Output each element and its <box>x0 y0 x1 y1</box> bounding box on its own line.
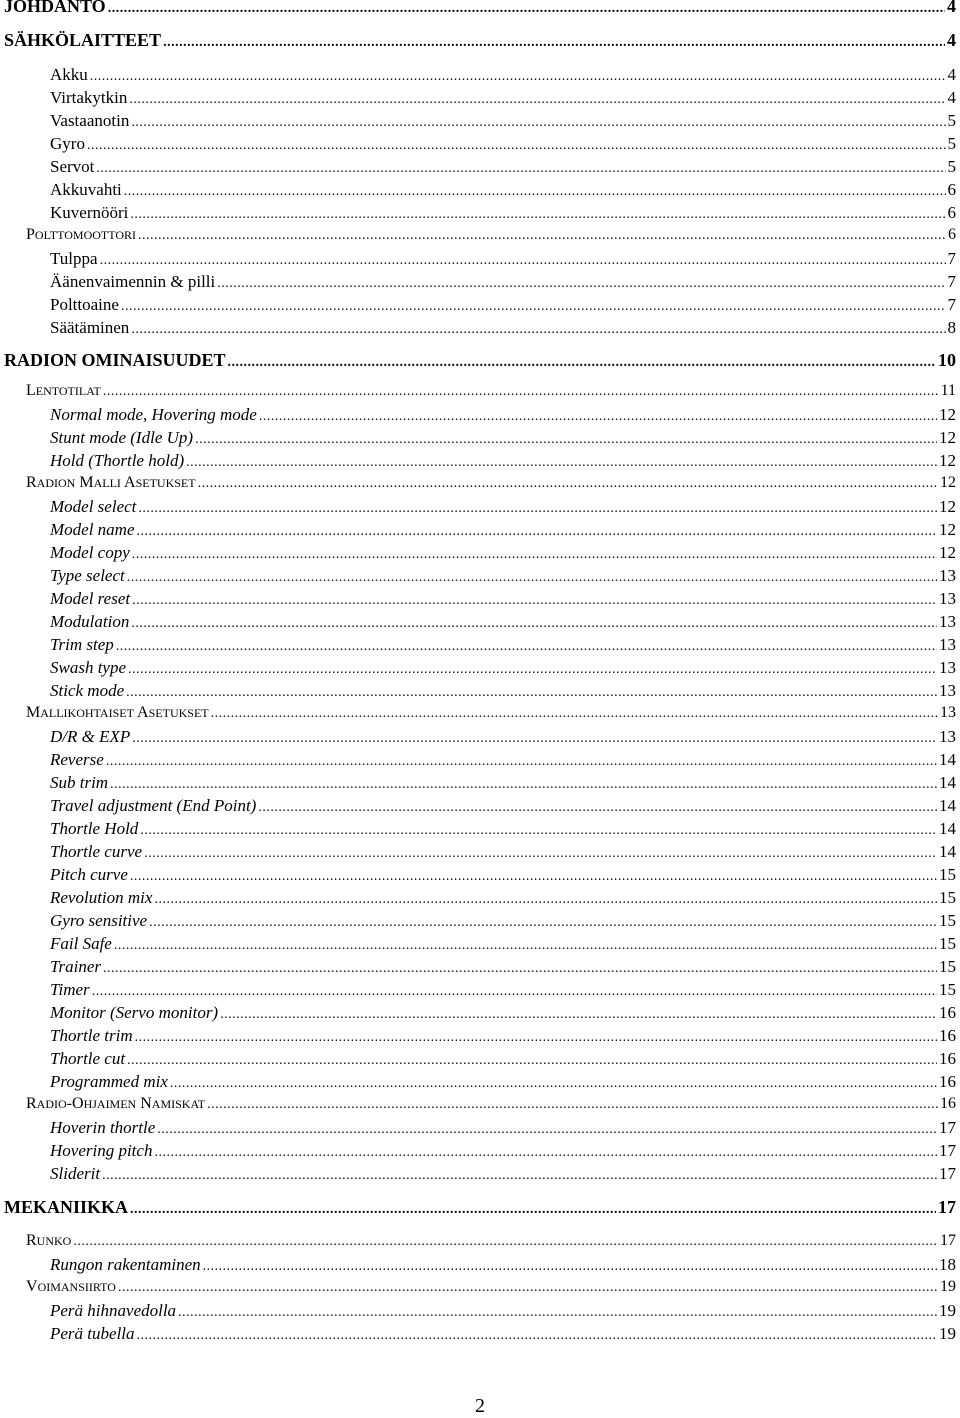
toc-entry-label: Stick mode <box>50 681 125 700</box>
toc-entry-page: 13 <box>939 566 956 585</box>
toc-entry[interactable] <box>50 1004 956 1022</box>
toc-entry-label: Normal mode, Hovering mode <box>50 405 257 424</box>
toc-entry-label: Kuvernööri <box>50 203 129 222</box>
toc-entry-label: Thortle curve <box>50 842 143 861</box>
dot-leader <box>154 893 937 907</box>
dot-leader <box>92 985 937 999</box>
dot-leader <box>118 1281 938 1295</box>
dot-leader <box>126 686 937 700</box>
dot-leader <box>138 502 937 516</box>
toc-entry-label: LENTOTILAT <box>26 382 101 399</box>
toc-entry-page: 19 <box>939 1324 956 1343</box>
toc-entry-page: 14 <box>939 773 956 792</box>
toc-entry-page: 14 <box>939 842 956 861</box>
toc-entry[interactable] <box>50 797 956 815</box>
dot-leader <box>258 801 937 815</box>
dot-leader <box>131 617 937 631</box>
toc-entry[interactable] <box>50 296 956 314</box>
dot-leader <box>211 707 938 721</box>
toc-entry-label: Hold (Thortle hold) <box>50 451 185 470</box>
toc-entry-page: 16 <box>940 1095 956 1112</box>
toc-entry[interactable] <box>50 912 956 930</box>
toc-entry-page: 13 <box>939 635 956 654</box>
toc-entry-label: Model copy <box>50 543 130 562</box>
dot-leader <box>96 162 945 176</box>
toc-entry[interactable] <box>50 1142 956 1160</box>
toc-entry[interactable] <box>26 227 956 243</box>
toc-entry-page: 17 <box>939 1141 956 1160</box>
toc-entry-label: Sub trim <box>50 773 109 792</box>
toc-entry-label: Akku <box>50 65 88 84</box>
dot-leader <box>203 1260 937 1274</box>
toc-entry[interactable] <box>4 351 956 370</box>
toc-entry-page: 19 <box>940 1278 956 1295</box>
toc-entry-page: 13 <box>939 658 956 677</box>
toc-entry-label: Sliderit <box>50 1164 101 1183</box>
dot-leader <box>132 732 937 746</box>
toc-entry-page: 14 <box>939 796 956 815</box>
toc-entry-page: 5 <box>947 134 956 153</box>
toc-entry-label: Säätäminen <box>50 318 130 337</box>
toc-entry[interactable] <box>26 1279 956 1295</box>
toc-entry[interactable] <box>50 112 956 130</box>
toc-entry[interactable] <box>50 1027 956 1045</box>
toc-entry-page: 12 <box>939 543 956 562</box>
toc-entry-page: 5 <box>947 111 956 130</box>
toc-entry[interactable] <box>4 0 956 16</box>
toc-entry-label: Fail Safe <box>50 934 112 953</box>
toc-entry-page: 13 <box>939 612 956 631</box>
toc-entry[interactable] <box>50 774 956 792</box>
dot-leader <box>140 824 937 838</box>
toc-entry[interactable] <box>50 659 956 677</box>
toc-entry[interactable] <box>50 866 956 884</box>
toc-entry-page: 13 <box>939 589 956 608</box>
dot-leader <box>154 1146 937 1160</box>
dot-leader <box>128 663 937 677</box>
toc-entry-label: Gyro <box>50 134 85 153</box>
toc-entry[interactable] <box>26 1096 956 1112</box>
toc-entry-label: Akkuvahti <box>50 180 122 199</box>
toc-entry-label: SÄHKÖLAITTEET <box>4 30 162 50</box>
toc-entry-label: RADION MALLI ASETUKSET <box>26 474 196 491</box>
toc-entry-label: Pitch curve <box>50 865 128 884</box>
toc-entry-page: 16 <box>939 1026 956 1045</box>
toc-entry[interactable] <box>50 1302 956 1320</box>
toc-entry-page: 7 <box>947 295 956 314</box>
toc-entry[interactable] <box>50 452 956 470</box>
toc-entry-label: MALLIKOHTAISET ASETUKSET <box>26 704 209 721</box>
toc-entry[interactable] <box>50 429 956 447</box>
toc-entry[interactable] <box>50 66 956 84</box>
dot-leader <box>87 139 946 153</box>
toc-entry[interactable] <box>50 204 956 222</box>
toc-entry-page: 12 <box>939 520 956 539</box>
toc-entry-label: Type select <box>50 566 125 585</box>
toc-entry[interactable] <box>50 181 956 199</box>
toc-entry-label: Trainer <box>50 957 102 976</box>
toc-entry-page: 15 <box>939 934 956 953</box>
toc-entry[interactable] <box>4 31 956 50</box>
toc-entry-page: 10 <box>938 350 956 370</box>
toc-entry[interactable] <box>26 383 956 399</box>
toc-entry[interactable] <box>26 475 956 491</box>
toc-entry-page: 14 <box>939 750 956 769</box>
dot-leader <box>132 548 937 562</box>
toc-entry[interactable] <box>50 820 956 838</box>
dot-leader <box>157 1123 937 1137</box>
dot-leader <box>110 778 937 792</box>
toc-entry[interactable] <box>50 981 956 999</box>
toc-entry-page: 15 <box>939 957 956 976</box>
dot-leader <box>130 208 945 222</box>
toc-entry-page: 12 <box>940 474 956 491</box>
toc-entry[interactable] <box>50 135 956 153</box>
dot-leader <box>127 571 937 585</box>
dot-leader <box>116 640 937 654</box>
dot-leader <box>103 385 939 399</box>
toc-entry-label: Hoverin thortle <box>50 1118 156 1137</box>
dot-leader <box>102 1169 937 1183</box>
dot-leader <box>178 1306 937 1320</box>
toc-entry-label: Monitor (Servo monitor) <box>50 1003 219 1022</box>
page-number: 2 <box>475 1395 485 1417</box>
toc-entry-page: 12 <box>939 428 956 447</box>
dot-leader <box>259 410 937 424</box>
toc-entry-page: 6 <box>948 226 956 243</box>
dot-leader <box>108 2 945 16</box>
toc-entry-page: 4 <box>947 65 956 84</box>
toc-entry-label: Äänenvaimennin & pilli <box>50 272 216 291</box>
toc-entry-page: 7 <box>947 249 956 268</box>
toc-entry-label: Polttoaine <box>50 295 119 314</box>
dot-leader <box>137 1329 937 1343</box>
toc-entry-label: MEKANIIKKA <box>4 1197 129 1217</box>
toc-entry-page: 11 <box>940 382 956 399</box>
toc-entry-page: 4 <box>947 30 956 50</box>
toc-entry[interactable] <box>50 89 956 107</box>
toc-entry-page: 13 <box>939 681 956 700</box>
toc-entry[interactable] <box>4 1198 956 1217</box>
toc-entry-label: D/R & EXP <box>50 727 131 746</box>
dot-leader <box>131 116 945 130</box>
dot-leader <box>163 36 945 50</box>
toc-entry-label: Perä tubella <box>50 1324 135 1343</box>
toc-entry-page: 15 <box>939 980 956 999</box>
toc-entry-label: Hovering pitch <box>50 1141 153 1160</box>
toc-entry-page: 7 <box>947 272 956 291</box>
toc-entry[interactable] <box>50 1119 956 1137</box>
dot-leader <box>131 323 945 337</box>
toc-entry-label: Timer <box>50 980 90 999</box>
toc-entry[interactable] <box>50 1165 956 1183</box>
toc-entry-label: Model name <box>50 520 135 539</box>
dot-leader <box>220 1008 937 1022</box>
toc-entry-label: Travel adjustment (End Point) <box>50 796 257 815</box>
toc-entry-page: 14 <box>939 819 956 838</box>
dot-leader <box>129 93 945 107</box>
toc-entry[interactable] <box>50 935 956 953</box>
toc-entry[interactable] <box>50 613 956 631</box>
dot-leader <box>137 525 937 539</box>
dot-leader <box>103 962 937 976</box>
toc-entry[interactable] <box>50 728 956 746</box>
toc-entry-page: 16 <box>939 1072 956 1091</box>
toc-entry-label: Thortle Hold <box>50 819 139 838</box>
toc-entry[interactable] <box>50 1073 956 1091</box>
dot-leader <box>170 1077 937 1091</box>
toc-entry-page: 15 <box>939 888 956 907</box>
dot-leader <box>124 185 946 199</box>
toc-entry[interactable] <box>50 1050 956 1068</box>
toc-entry[interactable] <box>50 498 956 516</box>
toc-entry-page: 12 <box>939 451 956 470</box>
toc-entry-page: 5 <box>947 157 956 176</box>
dot-leader <box>90 70 946 84</box>
dot-leader <box>228 356 936 370</box>
toc-entry[interactable] <box>50 682 956 700</box>
toc-entry[interactable] <box>50 889 956 907</box>
toc-entry[interactable] <box>50 158 956 176</box>
toc-entry-label: RUNKO <box>26 1232 72 1249</box>
dot-leader <box>135 1031 937 1045</box>
toc-entry-page: 17 <box>940 1232 956 1249</box>
toc-entry-page: 12 <box>939 497 956 516</box>
dot-leader <box>217 277 945 291</box>
toc-entry-label: Stunt mode (Idle Up) <box>50 428 194 447</box>
toc-entry-page: 17 <box>939 1164 956 1183</box>
dot-leader <box>106 755 937 769</box>
toc-entry[interactable] <box>50 319 956 337</box>
dot-leader <box>198 477 938 491</box>
toc-entry[interactable] <box>50 958 956 976</box>
dot-leader <box>195 433 937 447</box>
toc-entry[interactable] <box>50 544 956 562</box>
toc-entry-page: 15 <box>939 911 956 930</box>
toc-entry-label: Perä hihnavedolla <box>50 1301 177 1320</box>
dot-leader <box>73 1235 938 1249</box>
toc-entry-page: 13 <box>940 704 956 721</box>
toc-entry-label: Modulation <box>50 612 130 631</box>
toc-entry-label: Virtakytkin <box>50 88 128 107</box>
toc-entry-label: Thortle trim <box>50 1026 133 1045</box>
toc-entry-page: 15 <box>939 865 956 884</box>
toc-entry-label: Servot <box>50 157 95 176</box>
toc-entry[interactable] <box>50 1325 956 1343</box>
toc-entry-label: Model select <box>50 497 137 516</box>
toc-entry-label: Swash type <box>50 658 127 677</box>
dot-leader <box>100 254 946 268</box>
toc-entry-label: Gyro sensitive <box>50 911 148 930</box>
toc-entry-page: 17 <box>939 1118 956 1137</box>
dot-leader <box>138 229 946 243</box>
toc-entry-label: VOIMANSIIRTO <box>26 1278 116 1295</box>
toc-entry-page: 4 <box>947 88 956 107</box>
toc-entry-label: Revolution mix <box>50 888 153 907</box>
toc-entry-page: 8 <box>947 318 956 337</box>
toc-entry[interactable] <box>26 705 956 721</box>
toc-entry[interactable] <box>50 567 956 585</box>
dot-leader <box>132 594 937 608</box>
toc-entry-label: JOHDANTO <box>4 0 106 16</box>
toc-entry-label: Programmed mix <box>50 1072 168 1091</box>
dot-leader <box>114 939 937 953</box>
dot-leader <box>121 300 946 314</box>
toc-entry-label: Rungon rakentaminen <box>50 1255 201 1274</box>
dot-leader <box>130 1203 936 1217</box>
toc-entry-label: Reverse <box>50 750 104 769</box>
toc-entry[interactable] <box>26 1233 956 1249</box>
toc-entry-page: 18 <box>939 1255 956 1274</box>
dot-leader <box>149 916 937 930</box>
toc-entry-page: 17 <box>938 1197 956 1217</box>
toc-entry[interactable] <box>50 590 956 608</box>
toc-entry-page: 19 <box>939 1301 956 1320</box>
toc-entry-page: 6 <box>947 203 956 222</box>
toc-entry-label: Thortle cut <box>50 1049 126 1068</box>
toc-entry-label: Trim step <box>50 635 114 654</box>
toc-entry-label: Vastaanotin <box>50 111 130 130</box>
dot-leader <box>186 456 937 470</box>
toc-entry-label: RADIO-OHJAIMEN NAMISKAT <box>26 1095 206 1112</box>
dot-leader <box>127 1054 937 1068</box>
toc-entry-page: 6 <box>947 180 956 199</box>
toc-entry-page: 13 <box>939 727 956 746</box>
toc-entry[interactable] <box>50 751 956 769</box>
toc-entry-label: POLTTOMOOTTORI <box>26 226 137 243</box>
toc-entry[interactable] <box>50 250 956 268</box>
toc-entry[interactable] <box>50 636 956 654</box>
toc-entry-page: 4 <box>947 0 956 16</box>
toc-entry[interactable] <box>50 1256 956 1274</box>
toc-entry-label: Tulppa <box>50 249 98 268</box>
toc-entry[interactable] <box>50 843 956 861</box>
toc-entry[interactable] <box>50 273 956 291</box>
toc-entry-page: 12 <box>939 405 956 424</box>
toc-entry-page: 16 <box>939 1003 956 1022</box>
toc-entry-label: RADION OMINAISUUDET <box>4 350 226 370</box>
toc-entry[interactable] <box>50 521 956 539</box>
toc-entry[interactable] <box>50 406 956 424</box>
toc-entry-page: 16 <box>939 1049 956 1068</box>
dot-leader <box>207 1098 938 1112</box>
dot-leader <box>144 847 937 861</box>
dot-leader <box>130 870 937 884</box>
toc-entry-label: Model reset <box>50 589 131 608</box>
